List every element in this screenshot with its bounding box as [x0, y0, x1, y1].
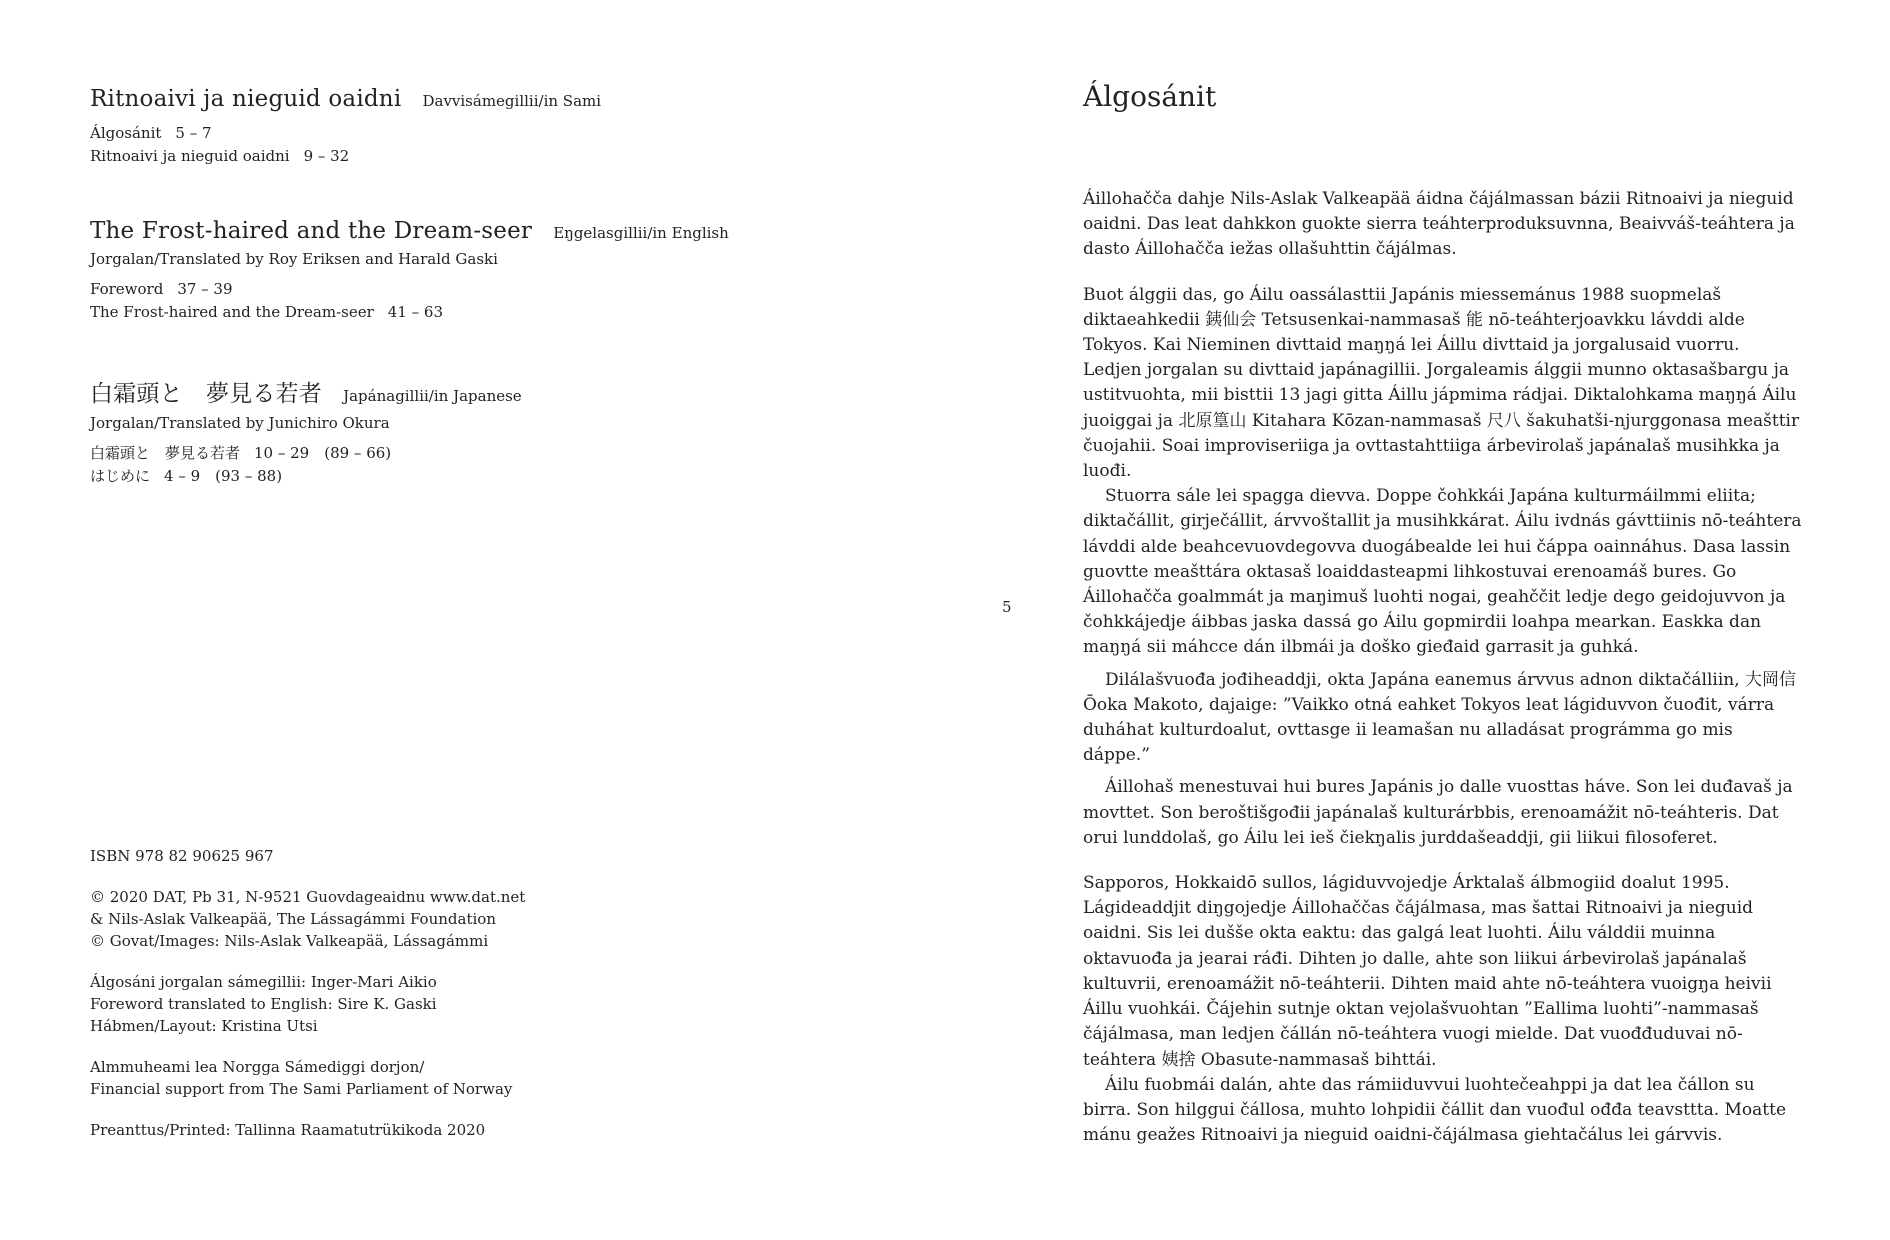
copyright-line: & Nils-Aslak Valkeapää, The Lássagámmi Foundation	[90, 910, 496, 928]
toc-entries	[90, 278, 910, 324]
toc-section-sami	[90, 86, 910, 168]
toc-title: 白霜頭と 夢見る若者	[90, 381, 322, 407]
article	[1083, 80, 1803, 1148]
toc-section-english	[90, 218, 910, 324]
article-title: Álgosánit	[1083, 80, 1217, 113]
toc-entry	[90, 122, 910, 145]
toc-entry	[90, 278, 910, 301]
colophon-copyright-block	[90, 886, 690, 952]
toc-title: The Frost-haired and the Dream-seer	[90, 218, 533, 244]
toc-entry-label: 白霜頭と 夢見る若者	[90, 444, 241, 462]
toc-title-line	[90, 375, 910, 408]
toc-entry-pages: 5 – 7	[175, 124, 212, 142]
colophon-support-block	[90, 1056, 690, 1100]
toc-entries	[90, 442, 910, 488]
toc-entry-pages: 41 – 63	[387, 303, 443, 321]
article-paragraph: Dilálašvuođa jođiheaddji, okta Japána eanemus árvvus adnon diktačálliin, 大岡信 Ōoka Makoto, dajaige: ”Vaikko otná eahket Tokyos leat lágiduvvon čuođit, várra duháhat kulturdoalut, ovttasge ii leamašan nu alladásat prográmma go mis dáppe.”	[1083, 669, 1797, 766]
toc-entry-label: The Frost-haired and the Dream-seer	[90, 303, 374, 321]
printed-line: Preanttus/Printed: Tallinna Raamatutrükikoda 2020	[90, 1121, 486, 1139]
toc-entry-pages: 4 – 9 (93 – 88)	[164, 467, 283, 485]
article-paragraph: Stuorra sále lei spagga dievva. Doppe čohkkái Japána kulturmáilmmi eliita; diktačállit, girječállit, árvvoštallit ja musihkkárat. Áilu ivdnás gávttiinis nō-teáhtera lávddi alde beahcevuovdegovva duogábealde lei hui čáppa oainnáhus. Dasa lassin guovtte meašttára oktasaš loaiddasteapmi lihkostuvai erenoamáš bures. Go Áillohačča goalmmát ja maŋimuš luohti nogai, geahččit ledje dego geidojuvvon ja čohkkájedje áibbas jaska dassá go Áilu gopmirdii loahpa mearkan. Easkka dan maŋŋá sii máhcce dán ilbmái ja doško gieđaid garrasit ja guhká.	[1083, 486, 1802, 658]
article-paragraph: Áillohačča dahje Nils-Aslak Valkeapää áidna čájálmassan bázii Ritnoaivi ja nieguid oaidni. Das leat dahkkon guokte sierra teáhterproduksuvnna, Beaivváš-teáhtera ja dasto Áillohačča iežas ollašuhttin čájálmas.	[1083, 189, 1795, 260]
support-line: Almmuheami lea Norgga Sámediggi dorjon/	[90, 1058, 425, 1076]
toc-title: Ritnoaivi ja nieguid oaidni	[90, 86, 402, 112]
colophon-credits-block	[90, 971, 690, 1037]
credit-line: Hábmen/Layout: Kristina Utsi	[90, 1017, 318, 1035]
toc-language: Eŋgelasgillii/in English	[553, 224, 729, 242]
toc-language: Davvisámegillii/in Sami	[422, 92, 602, 110]
colophon-isbn-block	[90, 845, 690, 867]
toc-entry-pages: 10 – 29 (89 – 66)	[254, 444, 392, 462]
toc-entry	[90, 442, 910, 465]
toc-entry-label: Foreword	[90, 280, 164, 298]
toc-entry-pages: 37 – 39	[177, 280, 233, 298]
article-paragraph: Sapporos, Hokkaidō sullos, lágiduvvojedje Árktalaš álbmogiid doalut 1995. Lágideaddjit diŋgojedje Áillohaččas čájálmasa, mas šattai Ritnoaivi ja nieguid oaidni. Sis lei dušše okta eaktu: das galgá leat luohti. Áilu válddii muinna oktavuođa ja jearai ráđi. Dihten jo dalle, ahte son liikui árbevirolaš japánalaš kultuvrii, erenoamážit nō-teáhterii. Dihten maid ahte nō-teáhtera vuoigŋa heivii Áillu vuohkái. Čájehin sutnje oktan vejolašvuohtan ”Eallima luohti”-nammasaš čájálmasa, man ledjen čállán nō-teáhtera vuogi mielde. Dat vuođđuduvai nō-teáhtera 姨捨 Obasute-nammasaš bihttái.	[1083, 873, 1772, 1070]
toc-entry	[90, 465, 910, 488]
toc-section-japanese	[90, 375, 910, 488]
colophon-printed-block	[90, 1119, 690, 1141]
toc-translator: Jorgalan/Translated by Roy Eriksen and Harald Gaski	[90, 250, 498, 268]
toc-entries	[90, 122, 910, 168]
toc-language: Japánagillii/in Japanese	[343, 387, 522, 405]
toc-translator: Jorgalan/Translated by Junichiro Okura	[90, 414, 390, 432]
toc-entry-pages: 9 – 32	[303, 147, 350, 165]
toc-title-line	[90, 86, 910, 112]
toc-entry-label: Ritnoaivi ja nieguid oaidni	[90, 147, 290, 165]
credit-line: Álgosáni jorgalan sámegillii: Inger-Mari Aikio	[90, 973, 437, 991]
article-paragraph: Buot álggii das, go Áilu oassálasttii Japánis miessemánus 1988 suopmelaš diktaeahkedii 銕仙会 Tetsusenkai-nammasaš 能 nō-teáhterjoavkku lávddi alde Tokyos. Kai Nieminen divttaid maŋŋá lei Áillu divttaid ja jorgalusaid vuorru. Ledjen jorgalan su divttaid japánagillii. Jorgaleamis álggii munno oktasašbargu ja ustitvuohta, mii bisttii 13 jagi gitta Áillu jápmima rádjai. Diktalohkama maŋŋá Áilu juoiggai ja 北原篁山 Kitahara Kōzan-nammasaš 尺八 šakuhatši-njurggonasa meašttir čuojahii. Soai improviseriiga ja ovttastahttiiga árbevirolaš japánalaš musihkka ja luođi.	[1083, 284, 1800, 482]
page-number: 5	[1002, 598, 1012, 616]
toc-entry	[90, 301, 910, 324]
toc-entry	[90, 145, 910, 168]
article-paragraph: Áilu fuobmái dalán, ahte das rámiiduvvui luohtečeahppi ja dat lea čállon su birra. Son hilggui čállosa, muhto lohpidii čállit dan vuođul ođđa teavsttta. Moatte mánu geažes Ritnoaivi ja nieguid oaidni-čájálmasa giehtačálus lei gárvvis.	[1083, 1074, 1787, 1146]
copyright-line: © 2020 DAT, Pb 31, N-9521 Guovdageaidnu www.dat.net	[90, 888, 526, 906]
toc-entry-label: はじめに	[90, 467, 151, 485]
isbn: ISBN 978 82 90625 967	[90, 847, 274, 865]
credit-line: Foreword translated to English: Sire K. Gaski	[90, 995, 437, 1013]
toc-title-line	[90, 218, 910, 244]
copyright-line: © Govat/Images: Nils-Aslak Valkeapää, Lássagámmi	[90, 932, 489, 950]
colophon	[90, 845, 690, 1160]
article-paragraph: Áillohaš menestuvai hui bures Japánis jo dalle vuosttas háve. Son lei duđavaš ja movttet. Son beroštišgođii japánalaš kulturárbbis, erenoamážit nō-teáhteris. Dat orui lunddolaš, go Áilu lei ieš čiekŋalis jurddašeaddji, gii liikui filosoferet.	[1083, 777, 1793, 848]
toc-entry-label: Álgosánit	[90, 124, 162, 142]
support-line: Financial support from The Sami Parliament of Norway	[90, 1080, 513, 1098]
right-page	[945, 0, 1890, 1240]
